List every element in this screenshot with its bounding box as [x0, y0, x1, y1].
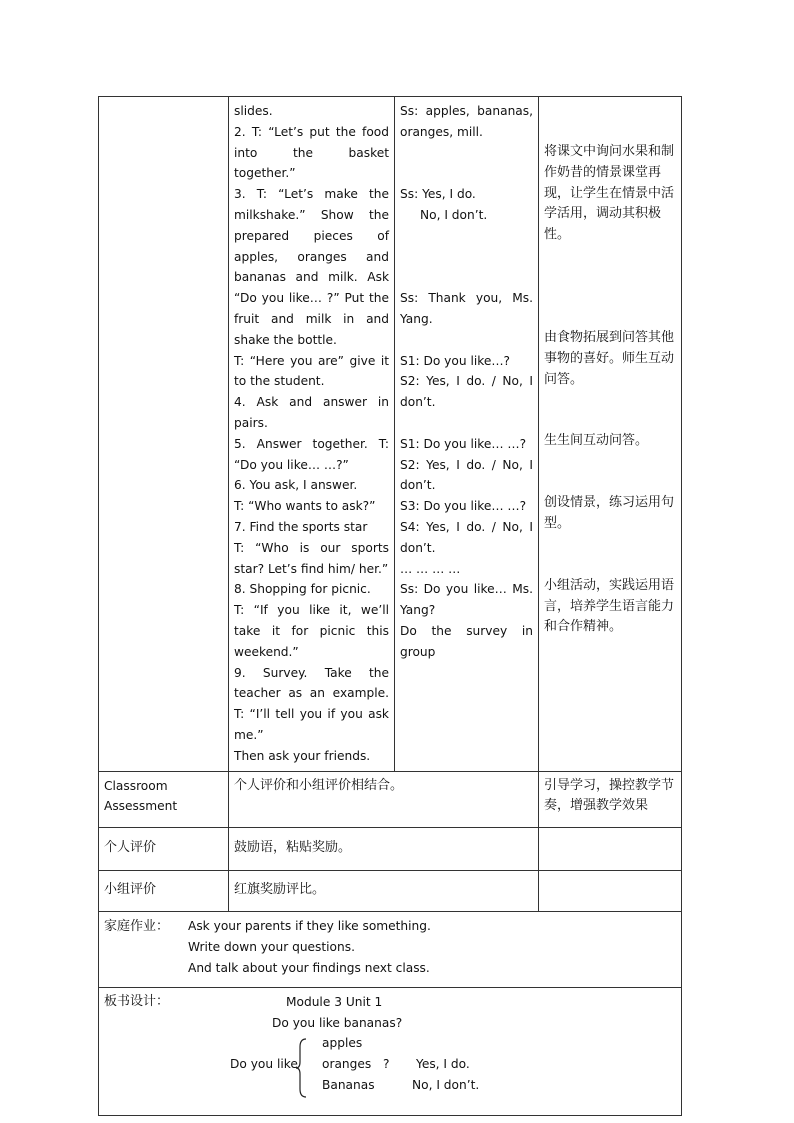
board-row [99, 987, 682, 1115]
assessment-label: Classroom Assessment [99, 771, 229, 827]
purpose-text: 将课文中询问水果和制作奶昔的情景课堂再现，让学生在情景中活学活用，调动其积极性。 [544, 144, 675, 243]
teacher-step: Then ask your friends. [234, 748, 371, 763]
individual-row [99, 827, 682, 870]
board-item: oranges [322, 1056, 372, 1071]
student-response: Ss: Thank you, Ms. Yang. [400, 291, 533, 326]
teacher-step: T: “If you like it, we’ll take it for picnic this weekend.” [234, 603, 389, 659]
purpose-text: 创设情景，练习运用句型。 [544, 495, 675, 531]
board-stem: Do you like [230, 1056, 298, 1071]
purpose-text: 小组活动，实践运用语言，培养学生语言能力和合作精神。 [544, 577, 675, 635]
individual-label: 个人评价 [99, 827, 229, 870]
teacher-step: 5. Answer together. T: “Do you like… …?” [234, 436, 389, 472]
activities-empty-cell [99, 97, 229, 772]
student-response: S4: Yes, I do. / No, I don’t. [400, 519, 533, 555]
student-response: S2: Yes, I do. / No, I don’t. [400, 457, 533, 493]
homework-line: Ask your parents if they like something. [188, 918, 431, 933]
board-design [104, 992, 676, 1110]
group-content: 红旗奖励评比。 [229, 870, 539, 911]
assessment-content: 个人评价和小组评价相结合。 [229, 771, 539, 827]
homework-line: Write down your questions. [188, 940, 355, 955]
student-response: Do the survey in group [400, 623, 533, 659]
student-response: Ss: Yes, I do. [400, 187, 476, 202]
board-cell [99, 987, 682, 1115]
student-responses-cell [395, 97, 539, 772]
teacher-step: 8. Shopping for picnic. [234, 582, 371, 597]
student-response: Ss: apples, bananas, oranges, mill. [400, 104, 533, 139]
teacher-step: T: “Who is our sports star? Let’s find him/ her.” [234, 540, 389, 576]
board-item: apples [322, 1035, 363, 1050]
teacher-step: 3. T: “Let’s make the milkshake.” Show the prepared pieces of apples, oranges and bananas and milk. Ask “Do you like… ?” Put the fruit and milk in and shake the bottle. [234, 187, 389, 347]
teacher-step: 7. Find the sports star [234, 519, 368, 534]
teacher-step: slides. [234, 104, 273, 118]
assessment-purpose: 引导学习，操控教学节奏，增强教学效果 [539, 771, 682, 827]
activities-row [99, 97, 682, 772]
brace-icon [295, 1038, 307, 1098]
group-row [99, 870, 682, 911]
purposes-cell [539, 97, 682, 772]
teacher-step: 2. T: “Let’s put the food into the basket together.” [234, 124, 389, 181]
student-response: S1: Do you like…? [400, 353, 511, 368]
homework-cell [99, 911, 682, 987]
teacher-step: T: “Who wants to ask?” [234, 499, 376, 514]
student-response: S2: Yes, I do. / No, I don’t. [400, 374, 533, 410]
lesson-plan-table [98, 96, 682, 1116]
teacher-step: 9. Survey. Take the teacher as an example. T: “I’ll tell you if you ask me.” [234, 665, 389, 742]
student-response: S3: Do you like… …? [400, 499, 527, 514]
purpose-text: 生生间互动问答。 [544, 433, 649, 449]
teacher-step: T: “Here you are” give it to the student. [234, 353, 389, 389]
student-response: No, I don’t. [420, 207, 488, 222]
teacher-step: 6. You ask, I answer. [234, 478, 358, 493]
homework-line: And talk about your findings next class. [188, 961, 430, 976]
board-item: Bananas [322, 1077, 375, 1092]
teacher-step: 4. Ask and answer in pairs. [234, 395, 389, 430]
student-response: Ss: Do you like… Ms. Yang? [400, 582, 533, 618]
purpose-text: 由食物拓展到问答其他事物的喜好。师生互动问答。 [544, 329, 675, 387]
student-response: … … … … [400, 561, 461, 576]
board-question-mark: ? [383, 1056, 390, 1071]
student-response: S1: Do you like… …? [400, 436, 527, 451]
homework-row [99, 911, 682, 987]
individual-content: 鼓励语，粘贴奖励。 [229, 827, 539, 870]
teacher-steps-cell [229, 97, 395, 772]
group-label: 小组评价 [99, 870, 229, 911]
homework-label: 家庭作业： [104, 918, 170, 934]
board-yes: Yes, I do. [416, 1056, 470, 1071]
board-no: No, I don’t. [412, 1077, 480, 1092]
assessment-row [99, 771, 682, 827]
board-question: Do you like bananas? [272, 1015, 403, 1030]
board-title: Module 3 Unit 1 [286, 994, 383, 1009]
board-label: 板书设计： [104, 993, 170, 1009]
group-empty-cell [539, 870, 682, 911]
individual-empty-cell [539, 827, 682, 870]
